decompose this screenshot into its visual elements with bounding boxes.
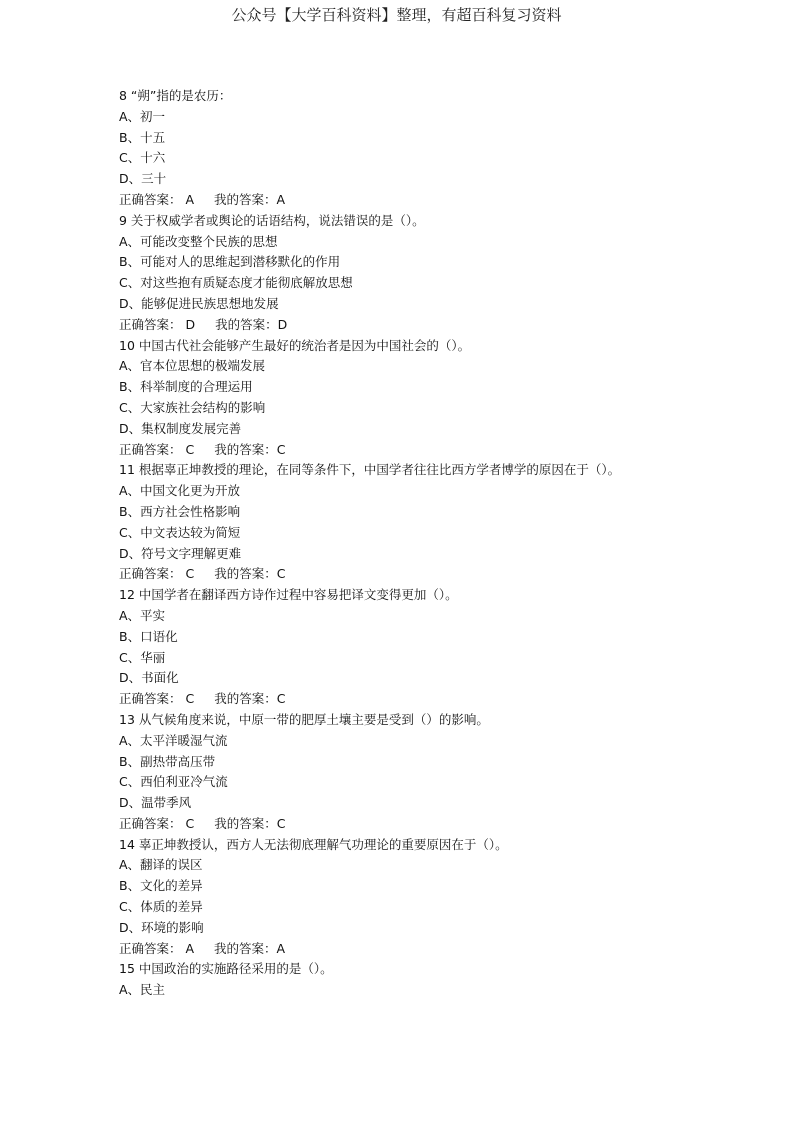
- question-text: 9 关于权威学者或舆论的话语结构，说法错误的是（）。: [119, 212, 425, 228]
- my-answer: 我的答案：C: [214, 691, 286, 707]
- option-a: A、民主: [119, 982, 166, 998]
- option-c: C、体质的差异: [119, 899, 203, 915]
- answer-line: [119, 814, 779, 835]
- option-c: C、大家族社会结构的影响: [119, 399, 266, 415]
- question-text: 15 中国政治的实施路径采用的是（）。: [119, 961, 333, 977]
- answer-line: [119, 939, 779, 960]
- option-d: D、能够促进民族思想地发展: [119, 295, 279, 311]
- answer-line: [119, 689, 779, 710]
- correct-answer: 正确答案： C: [119, 691, 195, 707]
- answer-line: [119, 440, 779, 461]
- correct-answer: 正确答案： C: [119, 441, 195, 457]
- correct-answer: 正确答案： C: [119, 815, 195, 831]
- page-header: 公众号【大学百科资料】整理，有超百科复习资料: [231, 6, 562, 24]
- correct-answer: 正确答案： C: [119, 566, 195, 582]
- option-b: B、科举制度的合理运用: [119, 379, 253, 395]
- correct-answer: 正确答案： A: [119, 940, 195, 956]
- question-text: 11 根据辜正坤教授的理论，在同等条件下，中国学者往往比西方学者博学的原因在于（）。: [119, 462, 621, 478]
- option-b: B、副热带高压带: [119, 753, 216, 769]
- answer-line: [119, 564, 779, 585]
- option-d: D、书面化: [119, 670, 179, 686]
- my-answer: 我的答案：C: [214, 566, 286, 582]
- correct-answer: 正确答案： A: [119, 191, 195, 207]
- question-text: 12 中国学者在翻译西方诗作过程中容易把译文变得更加（）。: [119, 587, 458, 603]
- option-c: C、华丽: [119, 649, 166, 665]
- option-a: A、平实: [119, 607, 166, 623]
- option-a: A、太平洋暖湿气流: [119, 732, 228, 748]
- option-c: C、十六: [119, 150, 166, 166]
- answer-line: [119, 190, 779, 211]
- option-a: A、可能改变整个民族的思想: [119, 233, 278, 249]
- option-b: B、口语化: [119, 628, 178, 644]
- my-answer: 我的答案：C: [214, 815, 286, 831]
- my-answer: 我的答案：A: [214, 940, 286, 956]
- option-c: C、西伯利亚冷气流: [119, 774, 228, 790]
- option-a: A、官本位思想的极端发展: [119, 358, 266, 374]
- option-a: A、初一: [119, 108, 166, 124]
- option-d: D、符号文字理解更难: [119, 545, 242, 561]
- option-d: D、三十: [119, 171, 167, 187]
- question-text: 13 从气候角度来说，中原一带的肥厚土壤主要是受到（）的影响。: [119, 711, 489, 727]
- answer-line: [119, 315, 779, 336]
- option-c: C、对这些抱有质疑态度才能彻底解放思想: [119, 275, 353, 291]
- option-d: D、环境的影响: [119, 919, 204, 935]
- question-text: 10 中国古代社会能够产生最好的统治者是因为中国社会的（）。: [119, 337, 471, 353]
- question-list: [119, 86, 779, 1001]
- option-d: D、集权制度发展完善: [119, 420, 242, 436]
- option-b: B、十五: [119, 129, 166, 145]
- question-text: 14 辜正坤教授认，西方人无法彻底理解气功理论的重要原因在于（）。: [119, 836, 508, 852]
- option-b: B、西方社会性格影响: [119, 503, 241, 519]
- option-a: A、翻译的误区: [119, 857, 203, 873]
- option-a: A、中国文化更为开放: [119, 483, 241, 499]
- option-b: B、文化的差异: [119, 878, 203, 894]
- option-c: C、中文表达较为简短: [119, 524, 241, 540]
- question-text: 8 “朔”指的是农历：: [119, 88, 232, 103]
- my-answer: 我的答案：D: [215, 316, 288, 332]
- my-answer: 我的答案：C: [214, 441, 286, 457]
- my-answer: 我的答案：A: [214, 191, 286, 207]
- option-b: B、可能对人的思维起到潜移默化的作用: [119, 254, 341, 270]
- option-d: D、温带季风: [119, 795, 192, 811]
- correct-answer: 正确答案： D: [119, 316, 196, 332]
